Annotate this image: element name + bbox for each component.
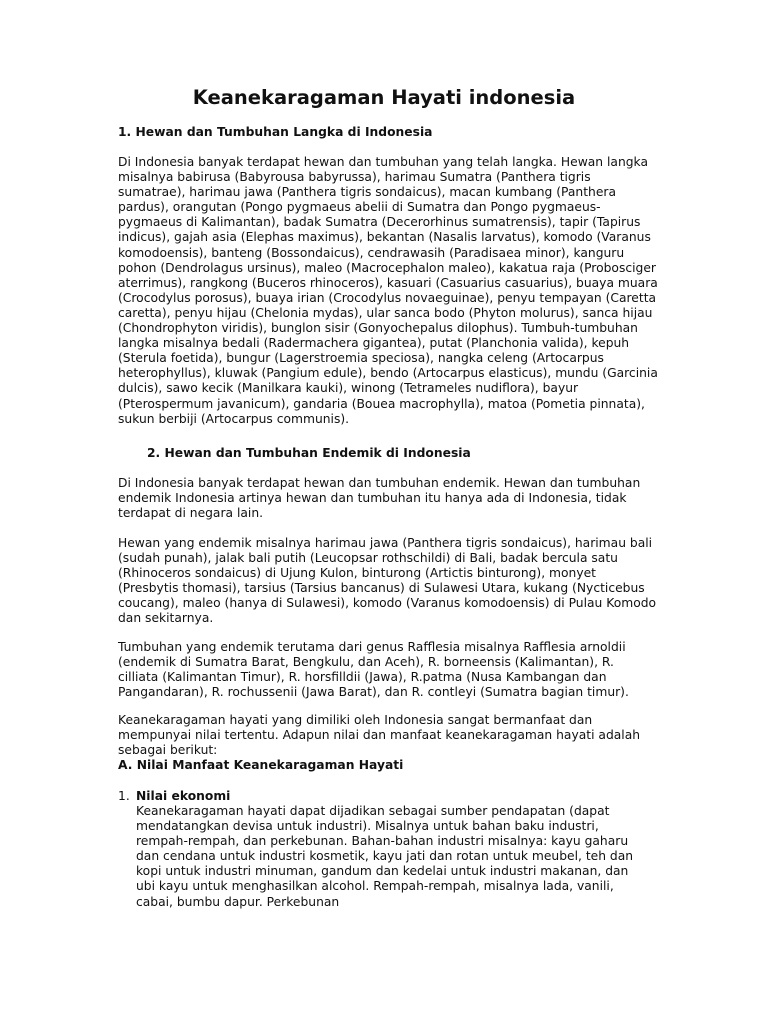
list-item-title: Nilai ekonomi: [136, 789, 231, 803]
document-title: Keanekaragaman Hayati indonesia: [192, 86, 576, 109]
section-1-heading: 1. Hewan dan Tumbuhan Langka di Indonesia: [118, 125, 433, 139]
list-item-number: 1.: [118, 789, 130, 803]
section-1-paragraph: Di Indonesia banyak terdapat hewan dan tumbuhan yang telah langka. Hewan langka misalnya babirusa (Babyrousa babyrussa), harimau Sumatra (Panthera tigris sumatrae), harimau jawa (Panthera tigris sondaicus), macan kumbang (Panthera pardus), orangutan (Pongo pygmaeus abelii di Sumatra dan Pongo pygmaeus-pygmaeus di Kalimantan), badak Sumatra (Decerorhinus sumatrensis), tapir (Tapirus indicus), gajah asia (Elephas maximus), bekantan (Nasalis larvatus), komodo (Varanus komodoensis), banteng (Bossondaicus), cendrawasih (Paradisaea minor), kanguru pohon (Dendrolagus ursinus), maleo (Macrocephalon maleo), kakatua raja (Probosciger aterrimus), rangkong (Buceros rhinoceros), kasuari (Casuarius casuarius), buaya muara (Crocodylus porosus), buaya irian (Crocodylus novaeguinae), penyu tempayan (Caretta caretta), penyu hijau (Chelonia mydas), ular sanca bodo (Phyton molurus), sanca hijau (Chondrophyton viridis), bunglon sisir (Gonyochepalus dilophus). Tumbuh-tumbuhan langka misalnya bedali (Radermachera gigantea), putat (Planchonia valida), kepuh (Sterula foetida), bungur (Lagerstroemia speciosa), nangka celeng (Artocarpus heterophyllus), kluwak (Pangium edule), bendo (Artocarpus elasticus), mundu (Garcinia dulcis), sawo kecik (Manilkara kauki), winong (Tetrameles nudiflora), bayur (Pterospermum javanicum), gandaria (Bouea macrophylla), matoa (Pometia pinnata), sukun berbiji (Artocarpus communis).: [118, 155, 658, 426]
section-2-paragraph-4: Keanekaragaman hayati yang dimiliki oleh Indonesia sangat bermanfaat dan mempunyai nilai tertentu. Adapun nilai dan manfaat keanekaragaman hayati adalah sebagai berikut:: [118, 713, 641, 758]
section-2-paragraph-2: Hewan yang endemik misalnya harimau jawa (Panthera tigris sondaicus), harimau bali (sudah punah), jalak bali putih (Leucopsar rothschildi) di Bali, badak bercula satu (Rhinoceros sondaicus) di Ujung Kulon, binturong (Artictis binturong), monyet (Presbytis thomasi), tarsius (Tarsius bancanus) di Sulawesi Utara, kukang (Nycticebus coucang), maleo (hanya di Sulawesi), komodo (Varanus komodoensis) di Pulau Komodo dan sekitarnya.: [118, 536, 657, 626]
section-a-heading: A. Nilai Manfaat Keanekaragaman Hayati: [118, 758, 404, 772]
section-2-paragraph-1: Di Indonesia banyak terdapat hewan dan tumbuhan endemik. Hewan dan tumbuhan endemik Indonesia artinya hewan dan tumbuhan itu hanya ada di Indonesia, tidak terdapat di negara lain.: [118, 476, 641, 521]
section-2-heading: 2. Hewan dan Tumbuhan Endemik di Indonesia: [147, 446, 471, 460]
section-2-paragraph-3: Tumbuhan yang endemik terutama dari genus Rafflesia misalnya Rafflesia arnoldii (endemik di Sumatra Barat, Bengkulu, dan Aceh), R. borneensis (Kalimantan), R. cilliata (Kalimantan Timur), R. horsfilldii (Jawa), R.patma (Nusa Kambangan dan Pangandaran), R. rochussenii (Jawa Barat), dan R. contleyi (Sumatra bagian timur).: [118, 640, 629, 700]
list-item-body: Keanekaragaman hayati dapat dijadikan sebagai sumber pendapatan (dapat mendatangkan devisa untuk industri). Misalnya untuk bahan baku industri, rempah-rempah, dan perkebunan. Bahan-bahan industri misalnya: kayu gaharu dan cendana untuk industri kosmetik, kayu jati dan rotan untuk meubel, teh dan kopi untuk industri minuman, gandum dan kedelai untuk industri makanan, dan ubi kayu untuk menghasilkan alcohol. Rempah-rempah, misalnya lada, vanili, cabai, bumbu dapur. Perkebunan: [136, 804, 634, 909]
